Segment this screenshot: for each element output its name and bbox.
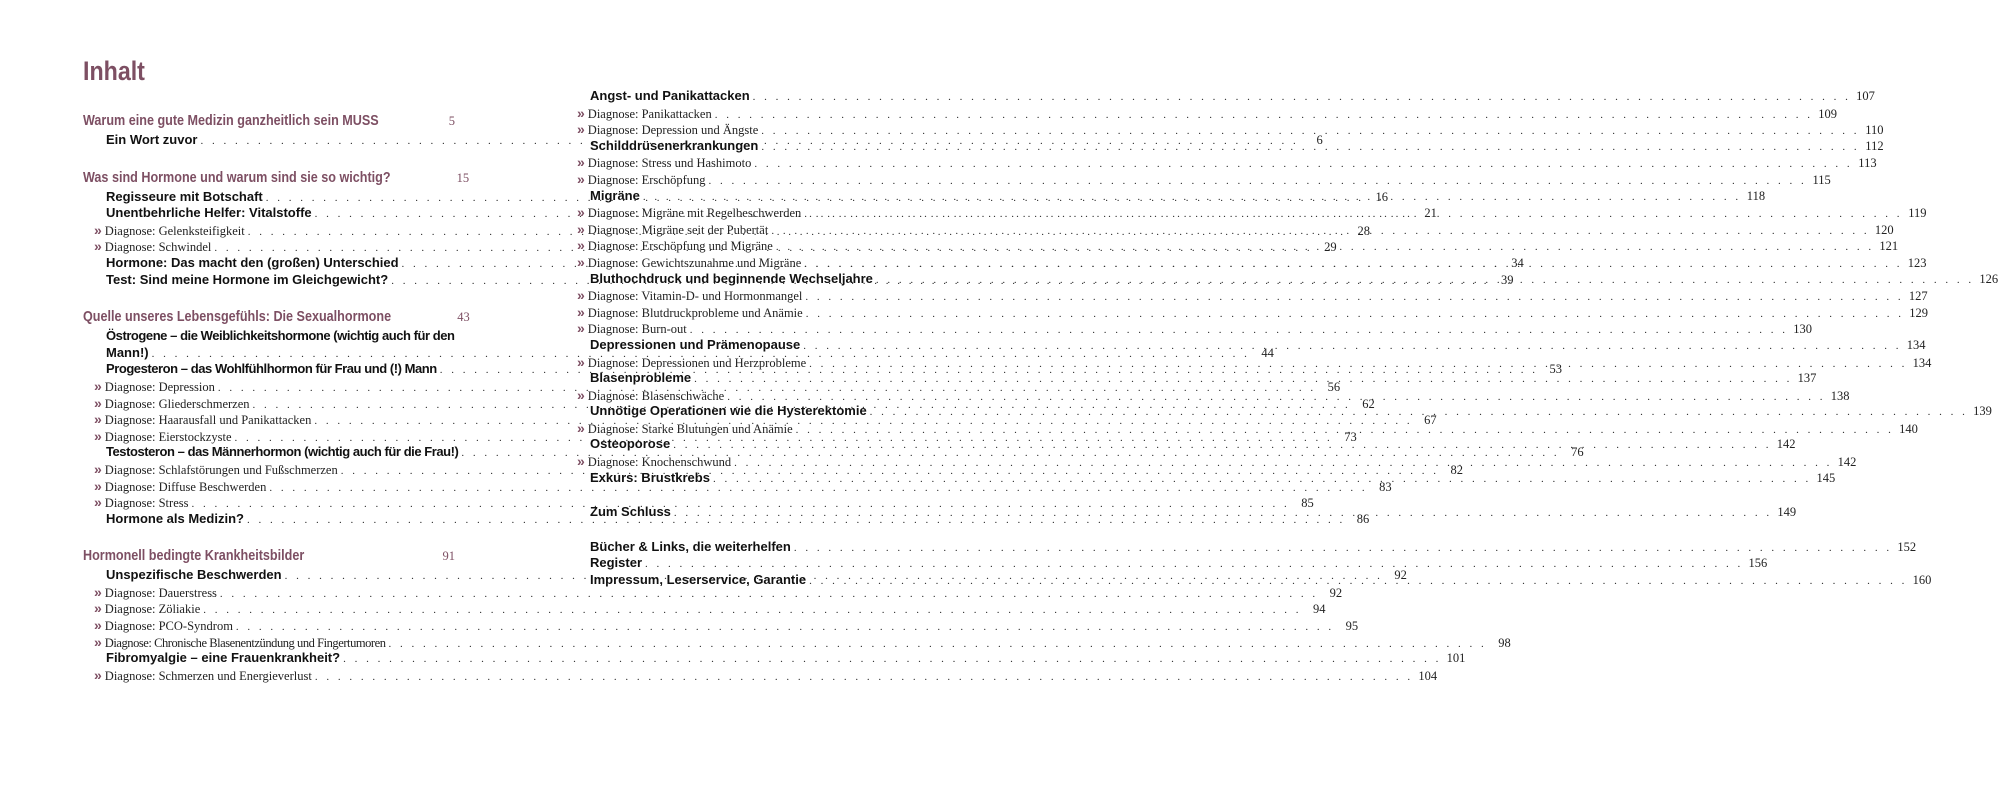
toc-entry-title: Diagnose: Vitamin-D- und Hormonmangel [587,289,803,304]
toc-entry-line [577,287,1928,304]
toc-page-number: 139 [1973,404,1992,419]
leader-dots [796,422,1894,439]
guillemet-arrow-icon: » [577,419,585,436]
toc-section-line [83,306,470,328]
toc-page-number: 107 [1856,89,1875,103]
toc-page-number: 98 [1498,635,1511,650]
toc-entry-title: Migräne [590,187,640,203]
toc-entry-line [94,600,1326,617]
toc-diagnosis-entry[interactable] [83,633,1511,651]
toc-page-number: 76 [1571,445,1584,460]
toc-entry-line [577,154,1877,171]
guillemet-arrow-icon: » [94,617,102,634]
toc-entry-title: Mann!) [106,344,149,360]
leader-dots [753,89,1851,106]
toc-page-number: 149 [1777,505,1797,520]
guillemet-arrow-icon: » [577,303,585,320]
toc-entry-title: Bluthochdruck und beginnende Wechseljahre [590,270,873,286]
guillemet-arrow-icon: » [577,320,585,337]
toc-entry[interactable] [83,328,455,345]
toc-diagnosis-entry[interactable] [577,303,1928,321]
toc-entry-title: Hormone als Medizin? [106,510,244,526]
toc-page-number: 29 [1324,240,1337,255]
toc-page-number: 145 [1816,470,1836,485]
toc-entry-title: Diagnose: Blutdruckprobleme und Anämie [587,305,803,320]
toc-entry-line [590,88,1875,105]
toc-entry-line [577,320,1812,337]
toc-entry[interactable] [83,650,1466,667]
leader-dots [806,306,1904,323]
toc-entry-title: Diagnose: Depression und Ängste [587,123,759,138]
toc-entry-title: Diagnose: Diffuse Beschwerden [104,479,267,494]
leader-dots [673,437,1771,454]
leader-dots [645,556,1743,573]
toc-entry-title: Diagnose: Starke Blutungen und Anämie [587,421,793,436]
toc-diagnosis-entry[interactable] [83,600,1326,617]
leader-dots [804,256,1902,273]
section-gap [83,527,455,545]
toc-entry-title: Diagnose: PCO-Syndrom [104,619,233,634]
toc-page-number: 62 [1362,396,1375,411]
toc-entry-line [94,633,1511,651]
toc-entry-title: Diagnose: Panikattacken [587,106,712,121]
toc-page-number: 126 [1979,271,1998,286]
toc-entry-title: Bücher & Links, die weiterhelfen [590,538,791,554]
guillemet-arrow-icon: » [94,494,102,511]
leader-dots [805,289,1903,306]
toc-page-number: 120 [1874,222,1894,237]
toc-diagnosis-entry[interactable] [83,583,1343,601]
leader-dots [694,371,1792,388]
toc-entry-title: Diagnose: Knochenschwund [587,455,732,470]
toc-entry[interactable] [577,538,1917,556]
toc-diagnosis-entry[interactable] [577,170,1831,188]
toc-entry-title: Diagnose: Schlafstörungen und Fußschmerzen [104,462,338,477]
leader-dots [389,636,1487,653]
guillemet-arrow-icon: » [94,427,102,444]
toc-diagnosis-entry[interactable] [577,320,1812,337]
leader-dots [315,669,1413,686]
toc-page-number: 129 [1909,305,1928,320]
toc-entry-title: Unentbehrliche Helfer: Vitalstoffe [106,205,312,221]
toc-page-number: 140 [1899,421,1918,436]
toc-entry-title: Testosteron – das Männerhormon (wichtig auch für die Frau!) [106,444,459,460]
guillemet-arrow-icon: » [94,633,102,650]
guillemet-arrow-icon: » [94,394,102,411]
section-page-number: 43 [457,310,470,325]
toc-entry-title: Diagnose: Migräne seit der Pubertät [587,222,769,237]
toc-entry-title: Diagnose: Gelenksteifigkeit [104,223,245,238]
guillemet-arrow-icon: » [94,583,102,600]
toc-page-number: 119 [1908,206,1927,221]
toc-diagnosis-entry[interactable] [577,287,1928,304]
toc-diagnosis-entry[interactable] [577,104,1837,122]
page-title: Inhalt [83,56,145,86]
toc-entry-title: Progesteron – das Wohlfühlhormon für Frau und (!) Mann [106,361,437,377]
toc-entry-title: Diagnose: Stress [104,496,189,511]
toc-entry-title: Diagnose: Haarausfall und Panikattacken [104,413,312,428]
toc-entry-line [577,104,1837,122]
toc-page-number: 113 [1858,156,1877,171]
toc-page-number: 86 [1356,511,1370,526]
toc-page-number: 6 [1316,133,1323,147]
toc-page-number: 82 [1450,462,1463,477]
toc-page-number: 142 [1776,437,1796,452]
toc-diagnosis-entry[interactable] [577,154,1877,171]
toc-entry-title: Test: Sind meine Hormone im Gleichgewicht? [106,271,389,287]
toc-page-number: 137 [1797,371,1817,386]
toc-entry-title: Diagnose: Stress und Hashimoto [587,156,752,171]
toc-page-number: 56 [1327,379,1341,394]
toc-entry-title: Regisseure mit Botschaft [106,188,263,204]
guillemet-arrow-icon: » [577,287,585,304]
guillemet-arrow-icon: » [577,204,585,221]
toc-entry-title: Diagnose: Erschöpfung und Migräne [587,239,773,254]
toc-page-number: 73 [1344,429,1357,444]
toc-entry-title: Diagnose: Gliederschmerzen [104,396,250,411]
toc-page-number: 127 [1908,289,1928,304]
toc-section-line [83,110,455,132]
toc-entry-title: Diagnose: Depressionen und Herzprobleme [587,355,807,370]
toc-page-number: 134 [1906,337,1926,352]
toc-page-number: 28 [1357,223,1370,238]
toc-section-heading[interactable] [83,167,470,189]
toc-page-number: 160 [1912,573,1932,588]
toc-entry-title: Diagnose: Burn-out [587,322,687,337]
toc-page-number: 53 [1549,362,1563,377]
toc-entry-title: Hormone: Das macht den (großen) Unterschied [106,254,399,270]
guillemet-arrow-icon: » [94,411,102,428]
toc-page-number: 134 [1912,355,1932,370]
section-title: Hormonell bedingte Krankheitsbilder [83,547,305,565]
toc-entry-title: Diagnose: Erschöpfung [587,172,706,187]
toc-page-number: 21 [1424,206,1437,221]
leader-dots [803,338,1901,355]
toc-page-number: 92 [1329,585,1343,600]
toc-entry-title: Diagnose: Migräne mit Regelbeschwerden [587,206,802,221]
leader-dots [776,239,1874,256]
guillemet-arrow-icon: » [577,104,585,121]
toc-entry-line [577,121,1884,138]
toc-page-number: 101 [1446,651,1466,666]
guillemet-arrow-icon: » [94,477,102,494]
toc-entry-title: Exkurs: Brustkrebs [590,469,710,485]
leader-dots [674,505,1772,522]
toc-page-number: 92 [1394,568,1407,583]
toc-diagnosis-entry[interactable] [83,666,1438,684]
toc-entry-title: Diagnose: Chronische Blasenentzündung und Fingertumoren [104,635,386,650]
toc-diagnosis-entry[interactable] [577,121,1884,138]
toc-entry-title: Diagnose: Schmerzen und Energieverlust [104,668,312,683]
section-gap [83,149,455,167]
guillemet-arrow-icon: » [577,170,585,187]
guillemet-arrow-icon: » [577,353,585,370]
guillemet-arrow-icon: » [94,600,102,617]
toc-page-number: 44 [1261,345,1274,360]
section-page-number: 91 [442,549,455,564]
section-page-number: 15 [456,170,470,185]
toc-page-number: 94 [1313,602,1326,617]
toc-entry-line [590,555,1768,572]
section-page-number: 5 [448,114,455,128]
leader-dots [870,404,1968,421]
toc-page-number: 123 [1907,255,1927,270]
toc-page-number: 118 [1746,188,1766,203]
section-title: Was sind Hormone und warum sind sie so wichtig? [83,168,391,186]
toc-entry-title: Diagnose: Depression [104,379,215,394]
leader-dots [643,189,1741,206]
toc-entry[interactable] [577,88,1875,105]
toc-page-number: 115 [1812,172,1831,187]
guillemet-arrow-icon: » [94,238,102,255]
toc-entry-title: Diagnose: Schwindel [104,240,212,255]
toc-entry-title: Diagnose: Zöliakie [104,602,201,617]
toc-section-line [83,167,470,189]
toc-page-number: 39 [1500,272,1514,287]
guillemet-arrow-icon: » [577,154,585,171]
leader-dots [761,139,1859,156]
toc-entry-line [590,538,1917,556]
toc-entry-line [94,617,1359,634]
toc-entry-title: Ein Wort zuvor [106,132,198,147]
leader-dots [794,540,1892,557]
toc-entry-title: Diagnose: Dauerstress [104,585,217,600]
toc-page-number: 121 [1879,239,1899,254]
section-gap [83,288,455,306]
toc-entry-line [94,666,1438,684]
toc-entry-title: Unnötige Operationen wie die Hysterektomie [590,403,867,419]
toc-entry-title: Impressum, Leserservice, Garantie [590,572,807,588]
toc-page-number: 152 [1897,539,1917,554]
guillemet-arrow-icon: » [94,460,102,477]
toc-diagnosis-entry[interactable] [83,617,1359,634]
toc-page-number: 104 [1418,668,1438,683]
toc-page-number: 83 [1379,479,1392,494]
toc-page-number: 16 [1375,189,1389,204]
toc-entry-title: Depressionen und Prämenopause [590,336,801,352]
toc-page-number: 138 [1830,388,1850,403]
toc-entry-title: Diagnose: Gewichtszunahme und Migräne [587,255,802,270]
guillemet-arrow-icon: » [94,221,102,238]
toc-page-number: 109 [1818,106,1837,121]
toc-entry-line [94,494,1314,511]
toc-page-number: 67 [1424,413,1437,428]
toc-page-number: 34 [1511,255,1524,270]
toc-entry[interactable] [577,555,1768,572]
leader-dots [809,356,1907,373]
toc-entry-title: Zum Schluss [590,504,671,520]
guillemet-arrow-icon: » [94,666,102,683]
guillemet-arrow-icon: » [577,121,585,138]
toc-page-number: 112 [1865,138,1884,153]
guillemet-arrow-icon: » [577,220,585,237]
toc-entry[interactable] [577,137,1884,155]
toc-section-heading[interactable] [83,545,455,567]
leader-dots [809,573,1907,590]
leader-dots [876,272,1974,289]
toc-entry-title: Diagnose: Eierstockzyste [104,429,232,444]
toc-page-number: 85 [1301,496,1314,511]
leader-dots [713,471,1811,488]
toc-entry-title: Register [590,555,643,571]
toc-entry-line [577,170,1831,188]
guillemet-arrow-icon: » [577,386,585,403]
section-gap [577,521,937,539]
section-gap [577,486,937,504]
toc-page-number: 95 [1345,619,1359,634]
toc-entry-title: Osteoporose [590,436,671,452]
toc-entry-title: Blasenprobleme [590,370,692,386]
toc-entry-line [590,137,1884,155]
guillemet-arrow-icon: » [577,253,585,270]
toc-section-line [83,545,455,567]
toc-entry-line [106,328,455,345]
toc-section-heading[interactable] [83,110,455,132]
leader-dots [343,651,1441,668]
guillemet-arrow-icon: » [577,453,585,470]
toc-diagnosis-entry[interactable] [83,494,1314,511]
toc-page-number: 130 [1793,322,1812,337]
section-title: Warum eine gute Medizin ganzheitlich sein MUSS [83,112,379,129]
toc-page-number: 156 [1748,556,1768,571]
leader-dots [804,206,1902,223]
toc-entry-title: Unspezifische Beschwerden [106,567,282,583]
toc-entry-title: Östrogene – die Weiblichkeitshormone (wichtig auch für den [106,328,455,344]
toc-page-number: 142 [1837,455,1857,470]
toc-entry-line [106,650,1466,667]
toc-entry-title: Fibromyalgie – eine Frauenkrankheit? [106,650,341,666]
guillemet-arrow-icon: » [94,377,102,394]
toc-page-number: 110 [1865,123,1884,138]
toc-section-heading[interactable] [83,306,470,328]
toc-entry-line [577,303,1928,321]
toc-entry-title: Diagnose: Blasenschwäche [587,388,725,403]
toc-entry-title: Schilddrüsenerkrankungen [590,137,759,153]
guillemet-arrow-icon: » [577,237,585,254]
toc-entry-line [94,583,1343,601]
section-title: Quelle unseres Lebensgefühls: Die Sexualhormone [83,308,392,326]
toc-entry-title: Angst- und Panikattacken [590,88,750,103]
